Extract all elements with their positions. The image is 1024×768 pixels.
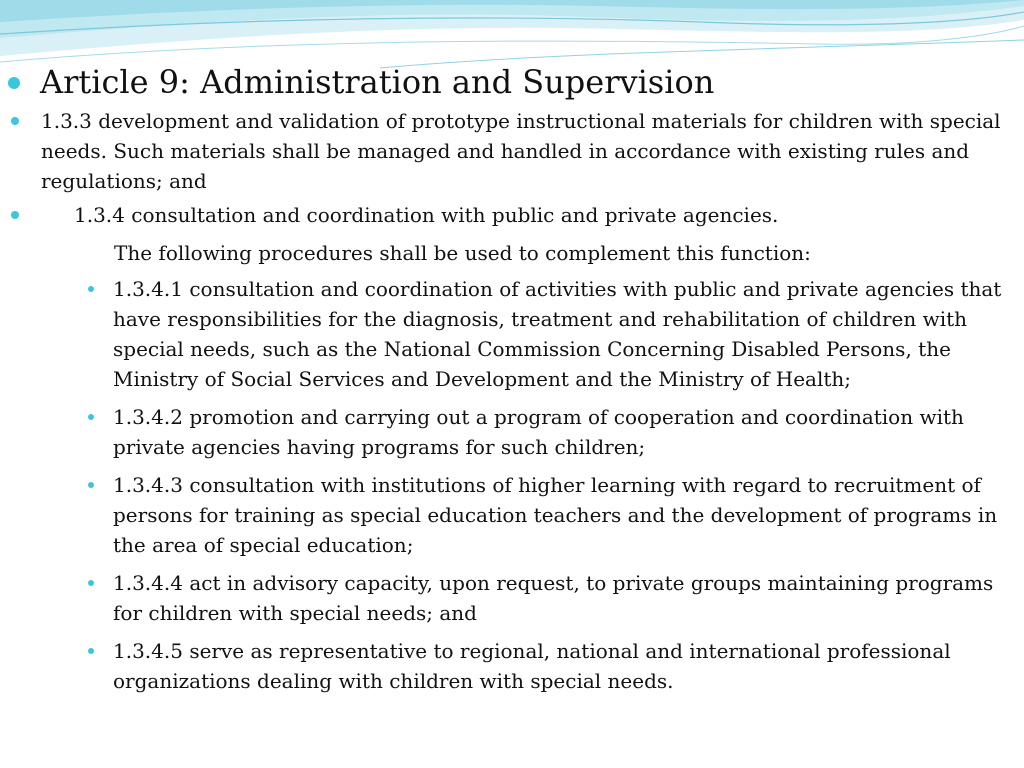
title-row xyxy=(0,62,1024,106)
bullet-icon xyxy=(88,648,94,654)
list-item-text: 1.3.3 development and validation of prototype instructional materials for children with special needs. Such materials shall be managed and handled in accordance with existing rules and regulations; and xyxy=(41,109,1001,193)
bullet-icon xyxy=(11,117,19,125)
sub-list-item-text: 1.3.4.4 act in advisory capacity, upon request, to private groups maintaining programs for children with special needs; and xyxy=(113,571,994,625)
sub-list-item-1-3-4-4 xyxy=(0,568,1013,628)
bullet-icon xyxy=(11,211,19,219)
procedures-intro: The following procedures shall be used to complement this function: xyxy=(114,241,811,265)
sub-list-item-text: 1.3.4.1 consultation and coordination of activities with public and private agencies that have responsibilities for the diagnosis, treatment and rehabilitation of children with special needs, such as the National Commission Concerning Disabled Persons, the Ministry of Social Services and Development and the Ministry of Health; xyxy=(113,277,1002,391)
sub-list-item-1-3-4-5 xyxy=(0,636,1013,696)
list-item-text: 1.3.4 consultation and coordination with public and private agencies. xyxy=(74,203,779,227)
bullet-icon xyxy=(88,580,94,586)
slide-title: Article 9: Administration and Supervision xyxy=(40,63,715,101)
list-item-1-3-4 xyxy=(0,200,1014,230)
sub-list-item-text: 1.3.4.2 promotion and carrying out a program of cooperation and coordination with private agencies having programs for such children; xyxy=(113,405,964,459)
sub-list-item-text: 1.3.4.3 consultation with institutions of higher learning with regard to recruitment of persons for training as special education teachers and the development of programs in the area of special education; xyxy=(113,473,998,557)
bullet-icon xyxy=(88,482,94,488)
bullet-icon xyxy=(88,286,94,292)
sub-list-item-1-3-4-2 xyxy=(0,402,1013,462)
bullet-icon xyxy=(88,414,94,420)
sub-list-item-1-3-4-1 xyxy=(0,274,1013,394)
sub-list-item-1-3-4-3 xyxy=(0,470,1013,560)
list-item-1-3-3 xyxy=(0,106,1016,196)
bullet-icon xyxy=(8,77,20,89)
slide-content xyxy=(0,62,1024,696)
sub-list-item-text: 1.3.4.5 serve as representative to regional, national and international professional organizations dealing with children with special needs. xyxy=(113,639,951,693)
